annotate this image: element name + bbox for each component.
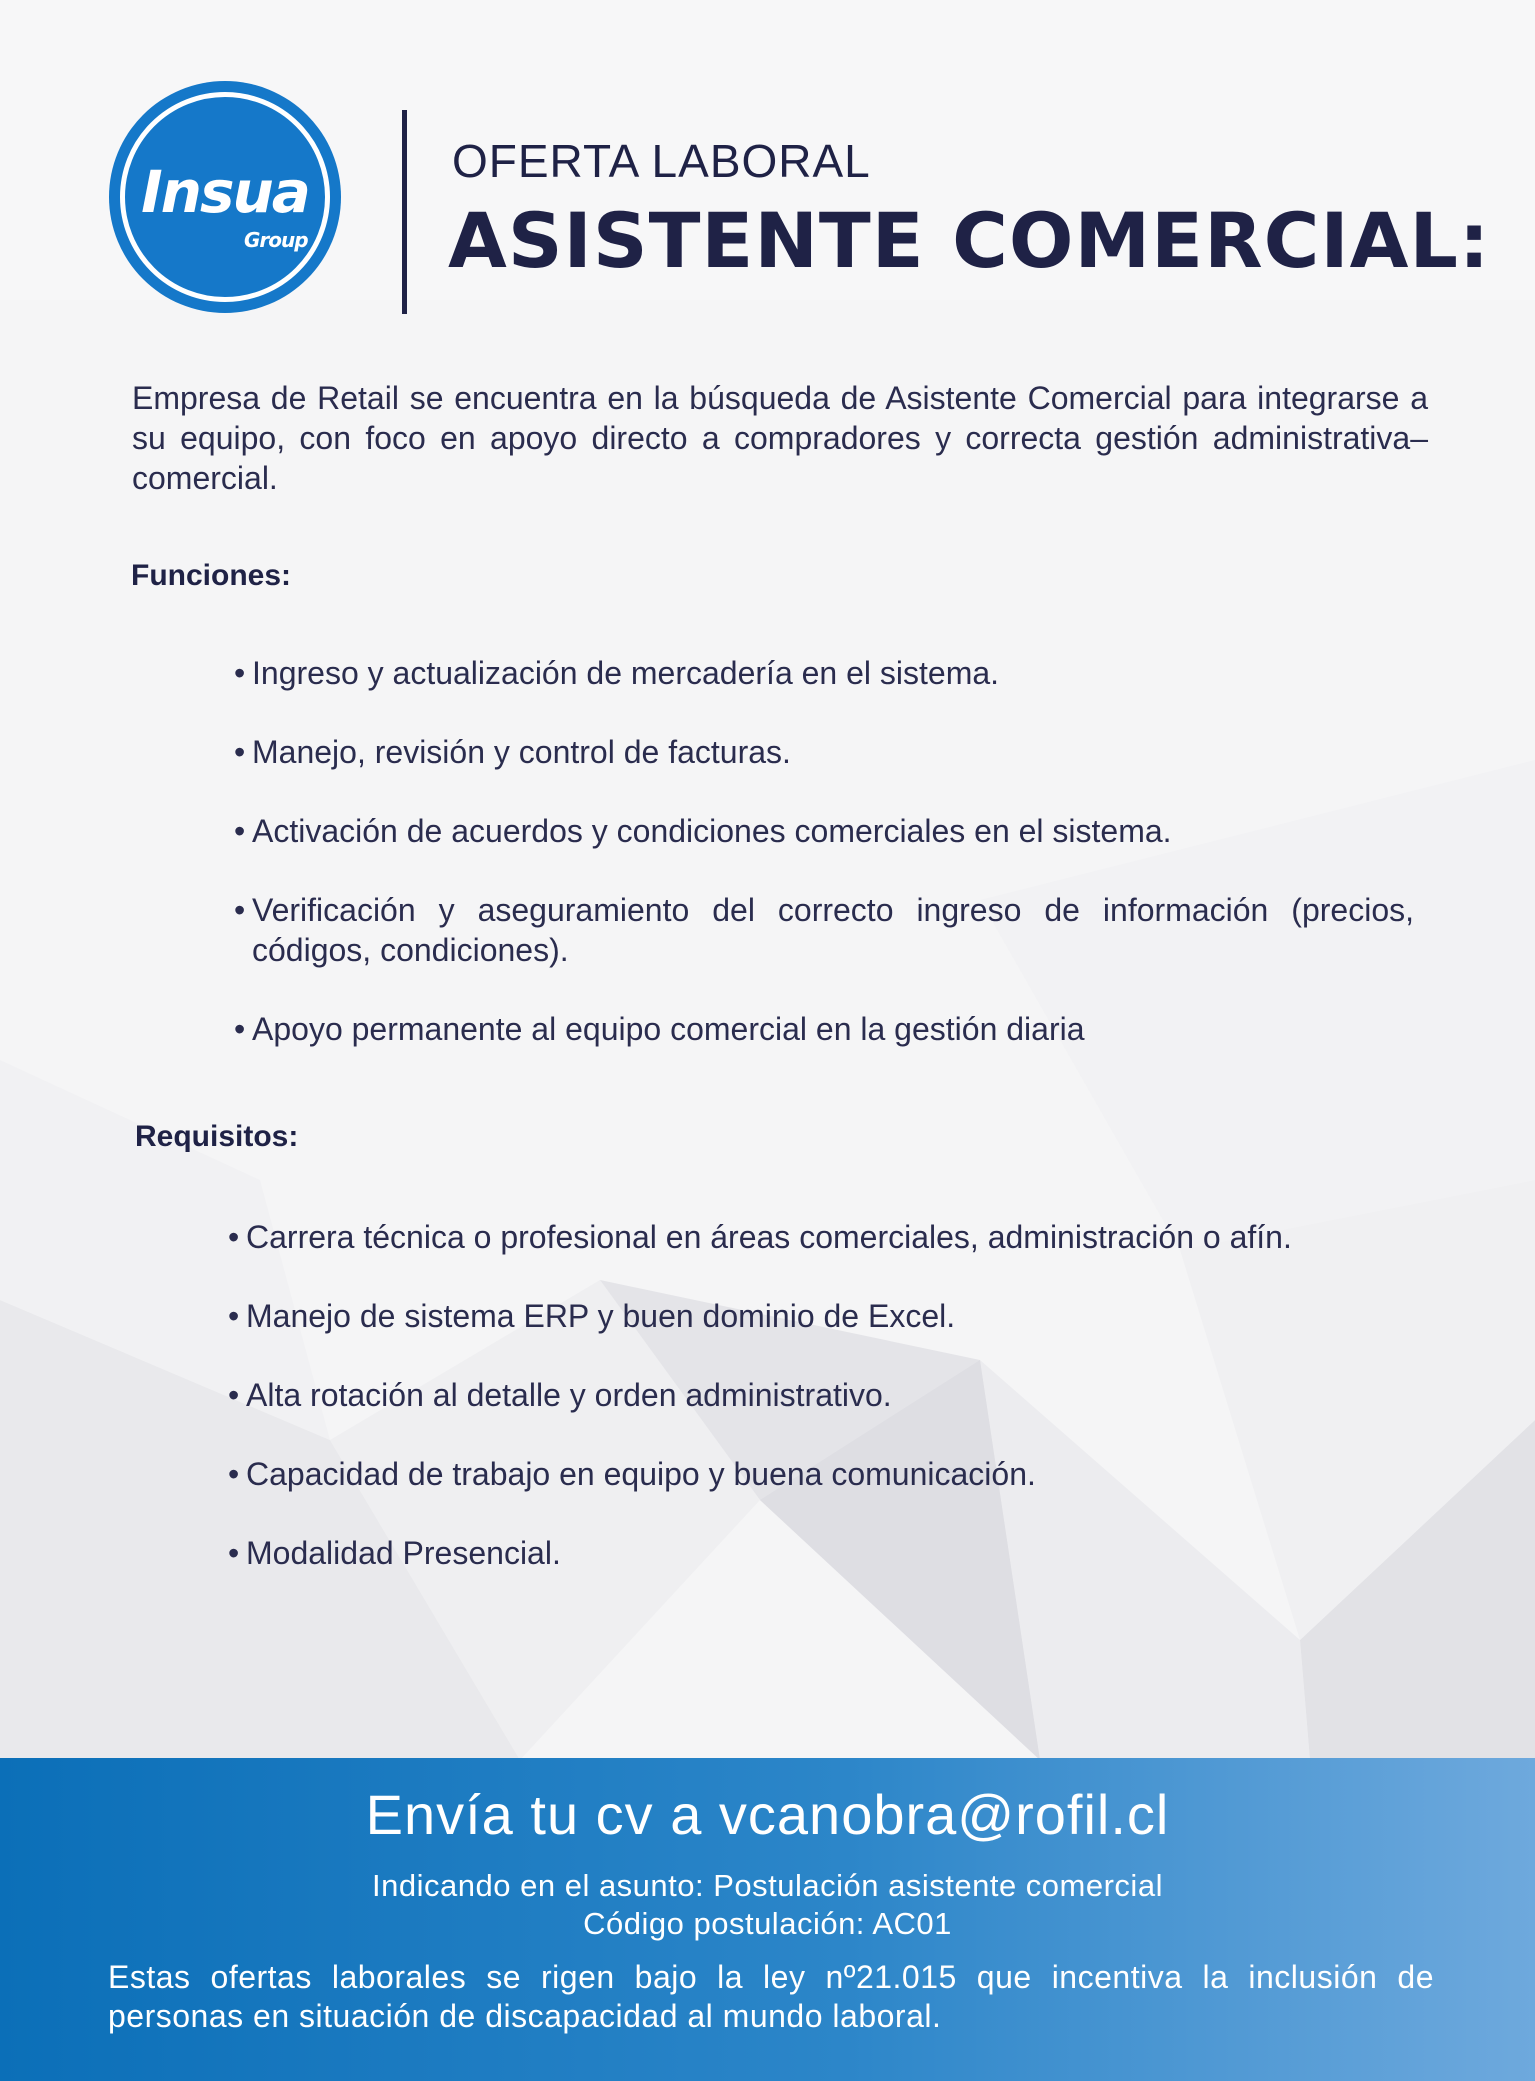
funciones-list: [234, 653, 1414, 1049]
header-divider: [402, 110, 407, 314]
list-item: • Activación de acuerdos y condiciones comerciales en el sistema.: [234, 813, 1172, 849]
list-item: • Modalidad Presencial.: [228, 1535, 561, 1571]
subject-instruction: Indicando en el asunto: Postulación asistente comercial: [372, 1868, 1163, 1903]
list-item: • Manejo, revisión y control de facturas.: [234, 734, 791, 770]
requisitos-heading: Requisitos:: [135, 1120, 299, 1153]
job-title: ASISTENTE COMERCIAL:: [448, 196, 1491, 285]
law-notice: Estas ofertas laborales se rigen bajo la ley nº21.015 que incentiva la inclusión de personas en situación de discapacidad al mundo laboral.: [108, 1959, 1434, 2034]
list-item: • Capacidad de trabajo en equipo y buena comunicación.: [228, 1456, 1036, 1492]
bullet: •: [234, 813, 246, 849]
list-item: • Verificación y aseguramiento del correcto ingreso de información (precios, códigos, condiciones).: [234, 892, 1414, 968]
intro-paragraph: Empresa de Retail se encuentra en la búsqueda de Asistente Comercial para integrarse a su equipo, con foco en apoyo directo a compradores y correcta gestión administrativa–comercial.: [132, 380, 1428, 496]
bullet: •: [228, 1219, 240, 1255]
bullet: •: [234, 1011, 246, 1047]
list-item: • Carrera técnica o profesional en áreas comerciales, administración o afín.: [228, 1219, 1292, 1255]
bullet: •: [228, 1377, 240, 1413]
footer-banner: [0, 1758, 1535, 2081]
funciones-heading: Funciones:: [131, 559, 292, 592]
list-item: • Apoyo permanente al equipo comercial en la gestión diaria: [234, 1011, 1085, 1047]
bullet: •: [234, 655, 246, 691]
requisitos-list: [228, 1217, 1414, 1573]
list-item: • Ingreso y actualización de mercadería en el sistema.: [234, 655, 1000, 691]
insua-group-logo: [110, 82, 340, 312]
logo-wordmark: Insua: [141, 158, 309, 226]
bullet: •: [234, 892, 246, 928]
bullet: •: [228, 1456, 240, 1492]
list-item: • Manejo de sistema ERP y buen dominio de Excel.: [228, 1298, 956, 1334]
application-code: Código postulación: AC01: [583, 1906, 952, 1941]
bullet: •: [228, 1535, 240, 1571]
bullet: •: [234, 734, 246, 770]
logo-subtitle: Group: [244, 228, 308, 252]
apply-cta: Envía tu cv a vcanobra@rofil.cl: [365, 1783, 1170, 1846]
bullet: •: [228, 1298, 240, 1334]
offer-kicker: OFERTA LABORAL: [452, 135, 871, 187]
list-item: • Alta rotación al detalle y orden administrativo.: [228, 1377, 892, 1413]
